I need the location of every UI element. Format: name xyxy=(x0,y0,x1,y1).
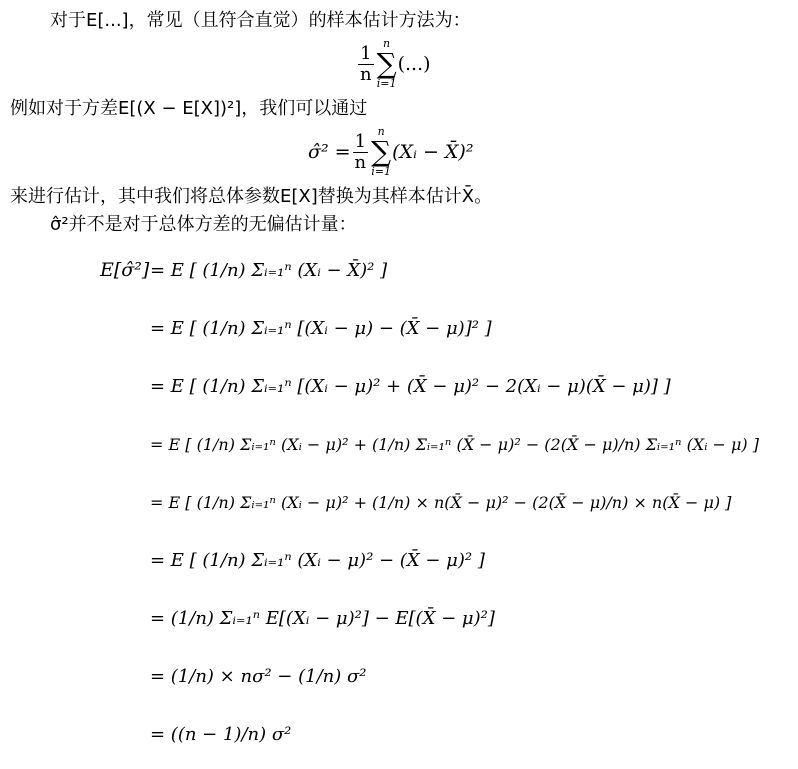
derivation-step-9: = ((n − 1)/n) σ² xyxy=(150,723,292,745)
derivation-step-6: = E [ (1/n) Σᵢ₌₁ⁿ (Xᵢ − μ)² − (X̄ − μ)² ] xyxy=(150,549,485,571)
intro-line-1: 对于E[...]，常见（且符合直觉）的样本估计方法为： xyxy=(50,10,471,31)
derivation-step-2: = E [ (1/n) Σᵢ₌₁ⁿ [(Xᵢ − μ) − (X̄ − μ)]² ] xyxy=(150,317,492,339)
derivation-lhs: E[σ̂²] xyxy=(100,259,150,281)
intro-line-3: 来进行估计，其中我们将总体参数E[X]替换为其样本估计X̄。 xyxy=(10,186,493,207)
intro-line-4: σ̂²并不是对于总体方差的无偏估计量： xyxy=(50,214,357,235)
derivation-step-1: = E [ (1/n) Σᵢ₌₁ⁿ (Xᵢ − X̄)² ] xyxy=(150,259,388,281)
derivation-step-8: = (1/n) × nσ² − (1/n) σ² xyxy=(150,665,367,687)
derivation-step-7: = (1/n) Σᵢ₌₁ⁿ E[(Xᵢ − μ)²] − E[(X̄ − μ)²] xyxy=(150,607,495,629)
summation: n ∑ i=1 xyxy=(376,37,397,90)
derivation-step-3: = E [ (1/n) Σᵢ₌₁ⁿ [(Xᵢ − μ)² + (X̄ − μ)² − 2(Xᵢ − μ)(X̄ − μ)] ] xyxy=(150,375,671,397)
fraction: $\frac{1}{n}$ xyxy=(354,130,367,173)
formula-sample-variance: σ̂² = $\frac{1}{n}$ n ∑ i=1 (Xᵢ − X̄)² xyxy=(308,125,474,178)
formula-body: (Xᵢ − X̄)² xyxy=(392,141,474,163)
derivation-step-4: = E [ (1/n) Σᵢ₌₁ⁿ (Xᵢ − μ)² + (1/n) Σᵢ₌₁ⁿ (X̄ − μ)² − (2(X̄ − μ)/n) Σᵢ₌₁ⁿ (Xᵢ − μ) ] xyxy=(150,434,759,454)
fraction: $\frac{1}{n}$ xyxy=(360,42,372,85)
formula-body: (...) xyxy=(397,53,431,75)
summation: n ∑ i=1 xyxy=(371,125,392,178)
derivation-step-5: = E [ (1/n) Σᵢ₌₁ⁿ (Xᵢ − μ)² + (1/n) × n(X̄ − μ)² − (2(X̄ − μ)/n) × n(X̄ − μ) ] xyxy=(150,492,732,512)
formula-sample-estimate xyxy=(356,36,431,92)
intro-line-2: 例如对于方差E[(X − E[X])²]，我们可以通过 xyxy=(10,98,368,119)
